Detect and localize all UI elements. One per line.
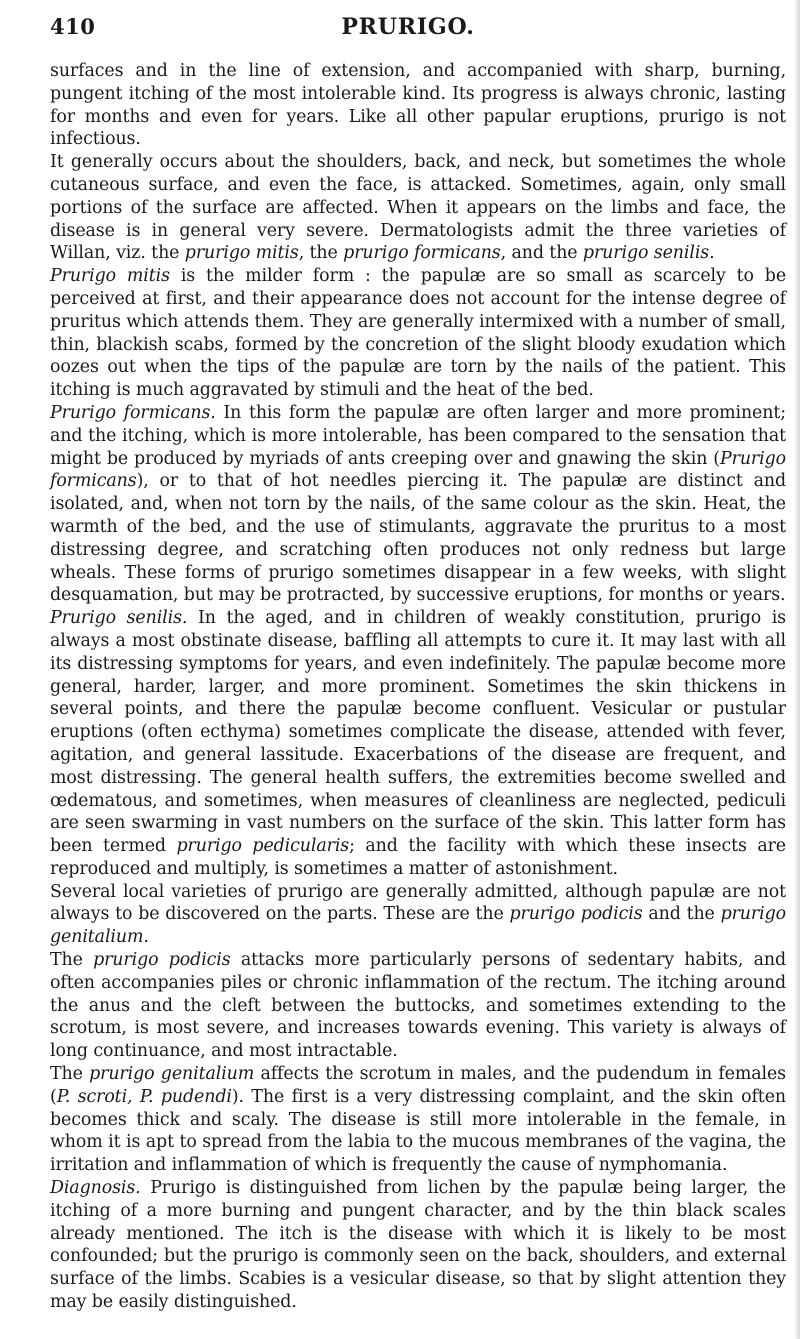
- text-segment: .: [143, 927, 149, 948]
- page-number: 410: [50, 14, 96, 39]
- italic-term: prurigo senilis: [582, 243, 710, 264]
- text-segment: Prurigo is distinguished from lichen by the papulæ being larger, the itching of a more burning and pungent character, and by the thin black scales already mentioned. The itch is the disease with which it is likely to be most confounded; but the prurigo is commonly seen on the back, shoulders, and external surface of the limbs. Scabies is a vesicular disease, so that by slight attention they may be easily distinguished.: [50, 1178, 786, 1313]
- italic-heading: Prurigo formicans.: [50, 402, 216, 423]
- paragraph-4: [50, 402, 786, 607]
- text-segment: and the: [642, 904, 721, 925]
- italic-term: prurigo pedicularis: [176, 836, 350, 857]
- text-segment: attacks more particularly persons of sedentary habits, and often accompanies piles or chronic inflammation of the rectum. The itching around the anus and the cleft between the buttocks, and sometimes extending to the scrotum, is most severe, and increases towards evening. This variety is always of long continuance, and most intractable.: [50, 950, 786, 1062]
- text-segment: ), or to that of hot needles piercing it. The papulæ are distinct and isolated, and, when not torn by the nails, of the same colour as the skin. Heat, the warmth of the bed, and the use of stimulants, aggravate the pruritus to a most distressing degree, and scratching often produces not only redness but large wheals. These forms of prurigo sometimes disappear in a few weeks, with slight desquamation, but may be protracted, by successive eruptions, for months or years.: [50, 471, 786, 606]
- text-segment: , and the: [500, 243, 583, 264]
- paragraph-1: [50, 60, 786, 151]
- paragraph-3: [50, 265, 786, 402]
- italic-term: Prurigo formicans: [50, 448, 786, 492]
- text-segment: The: [50, 1064, 90, 1085]
- paragraph-2: [50, 151, 786, 265]
- paragraph-5: [50, 607, 786, 881]
- italic-term: prurigo mitis: [184, 243, 299, 264]
- italic-heading: Prurigo mitis: [50, 266, 170, 287]
- text-segment: ; and the facility with which these insects are reproduced and multiply, is sometimes a matter of astonishment.: [50, 836, 786, 879]
- paragraph-7: [50, 949, 786, 1063]
- text-segment: Several local varieties of prurigo are generally admitted, although papulæ are not always to be discovered on the parts. These are the: [50, 881, 786, 925]
- italic-term: prurigo podicis: [93, 950, 231, 971]
- text-segment: In the aged, and in children of weakly constitution, prurigo is always a most obstinate disease, baffling all attempts to cure it. It may last with all its distressing symptoms for years, and even indefinitely. The papulæ become more general, harder, larger, and more prominent. Sometimes the skin thickens in several points, and there the papulæ become confluent. Vesicular or pustular eruptions (often ecthyma) sometimes complicate the disease, attended with fever, agitation, and general lassitude. Exacerbations of the disease are frequent, and most distressing. The general health suffers, the extremities become swelled and œdematous, and sometimes, when measures of cleanliness are neglected, pediculi are seen swarming in vast numbers on the surface of the skin. This latter form has been termed: [50, 608, 786, 857]
- italic-term: P. scroti, P. pudendi: [56, 1086, 232, 1107]
- text-segment: The: [50, 950, 94, 971]
- text-segment: .: [709, 243, 715, 264]
- running-head: [50, 14, 766, 46]
- text-segment: In this form the papulæ are often larger and more prominent; and the itching, which is more intolerable, has been compared to the sensation that might be produced by myriads of ants creeping over and gnawing the skin (: [50, 402, 786, 469]
- paragraph-9: [50, 1177, 786, 1314]
- page-edge-shadow: [794, 0, 800, 1339]
- paragraph-6: [50, 881, 786, 949]
- running-title: PRURIGO.: [341, 14, 475, 40]
- body-text: [50, 60, 786, 1314]
- italic-heading: Diagnosis.: [50, 1178, 141, 1199]
- text-segment: is the milder form : the papulæ are so small as scarcely to be perceived at first, and their appearance does not account for the intense degree of pruritus which attends them. They are generally intermixed with a number of small, thin, blackish scabs, formed by the concretion of the slight bloody exudation which oozes out when the tips of the papulæ are torn by the nails of the patient. This itching is much aggravated by stimuli and the heat of the bed.: [50, 266, 787, 401]
- italic-term: prurigo formicans: [343, 243, 501, 264]
- italic-term: prurigo genitalium: [89, 1064, 255, 1085]
- text-segment: surfaces and in the line of extension, and accompanied with sharp, burning, pungent itching of the most intolerable kind. Its progress is always chronic, lasting for months and even for years. Like all other papular eruptions, prurigo is not infectious.: [50, 61, 786, 150]
- italic-term: prurigo genitalium: [50, 904, 786, 948]
- italic-heading: Prurigo senilis.: [50, 608, 188, 629]
- italic-term: prurigo podicis: [509, 904, 643, 925]
- paragraph-8: [50, 1063, 786, 1177]
- text-segment: , the: [298, 243, 344, 264]
- text-segment: affects the scrotum in males, and the pudendum in females (: [50, 1064, 786, 1107]
- text-segment: It generally occurs about the shoulders, back, and neck, but sometimes the whole cutaneous surface, and even the face, is attacked. Sometimes, again, only small portions of the surface are affected. When it appears on the limbs and face, the disease is in general very severe. Dermatologists admit the three varieties of Willan, viz. the: [50, 152, 786, 264]
- text-segment: ). The first is a very distressing complaint, and the skin often becomes thick and scaly. The disease is still more intolerable in the female, in whom it is apt to spread from the labia to the mucous membranes of the vagina, the irritation and inflammation of which is frequently the cause of nymphomania.: [50, 1086, 786, 1176]
